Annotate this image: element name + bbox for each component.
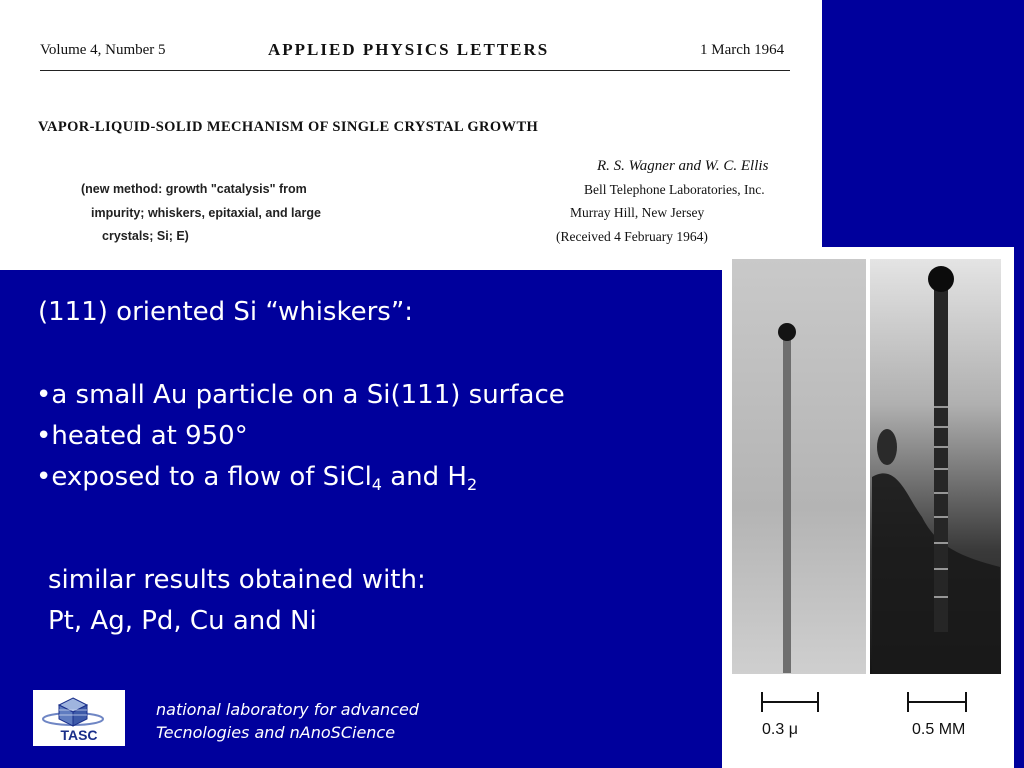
micrograph-photo bbox=[722, 247, 1014, 768]
bullet-text: •exposed to a flow of SiCl bbox=[36, 462, 372, 492]
tasc-logo bbox=[33, 690, 125, 746]
bullet-item: •a small Au particle on a Si(111) surface bbox=[36, 380, 565, 410]
similar-results bbox=[48, 560, 426, 642]
paper-rule bbox=[40, 70, 790, 71]
paper-authors: R. S. Wagner and W. C. Ellis bbox=[597, 158, 769, 174]
metal-list: Pt, Ag, Pd, Cu and Ni bbox=[48, 606, 317, 636]
logo-label: TASC bbox=[60, 727, 98, 743]
lab-name bbox=[156, 698, 419, 744]
scale-bar-right bbox=[908, 692, 966, 712]
subscript: 4 bbox=[371, 475, 382, 494]
shadow-blob bbox=[877, 429, 897, 465]
bullet-item: •heated at 950° bbox=[36, 421, 248, 451]
bullet-text: and H bbox=[381, 462, 467, 492]
whisker-micrograph bbox=[722, 247, 1014, 768]
tasc-cube-logo-icon bbox=[33, 692, 125, 732]
paper-title: VAPOR-LIQUID-SOLID MECHANISM OF SINGLE CRYSTAL GROWTH bbox=[38, 119, 539, 135]
subscript: 2 bbox=[466, 475, 478, 494]
paper-note-line: impurity; whiskers, epitaxial, and large bbox=[91, 206, 321, 220]
left-photo bbox=[732, 259, 866, 674]
paper-affiliation: Bell Telephone Laboratories, Inc. bbox=[584, 182, 765, 197]
thin-whisker bbox=[783, 335, 791, 673]
scale-bar-left bbox=[762, 692, 818, 712]
paper-header-image bbox=[0, 0, 822, 270]
lab-name-line: Tecnologies and nAnoSCience bbox=[156, 723, 396, 742]
paper-note-line: (new method: growth "catalysis" from bbox=[81, 182, 307, 196]
paper-location: Murray Hill, New Jersey bbox=[570, 205, 705, 220]
slide-heading: (111) oriented Si “whiskers”: bbox=[38, 297, 414, 327]
scale-label-right: 0.5 MM bbox=[912, 721, 966, 738]
bullet-list bbox=[36, 375, 565, 498]
paper-date: 1 March 1964 bbox=[700, 42, 785, 58]
paper-journal: APPLIED PHYSICS LETTERS bbox=[268, 40, 550, 59]
au-particle bbox=[778, 323, 796, 341]
paper-volume: Volume 4, Number 5 bbox=[40, 42, 166, 58]
scale-label-left: 0.3 μ bbox=[762, 721, 798, 738]
paper-received: (Received 4 February 1964) bbox=[556, 229, 708, 244]
au-particle bbox=[928, 266, 954, 292]
paper-note-line: crystals; Si; E) bbox=[102, 229, 189, 243]
bullet-item bbox=[36, 457, 565, 498]
similar-results-line: similar results obtained with: bbox=[48, 565, 426, 595]
thick-whisker bbox=[934, 287, 948, 632]
lab-name-line: national laboratory for advanced bbox=[156, 700, 419, 719]
